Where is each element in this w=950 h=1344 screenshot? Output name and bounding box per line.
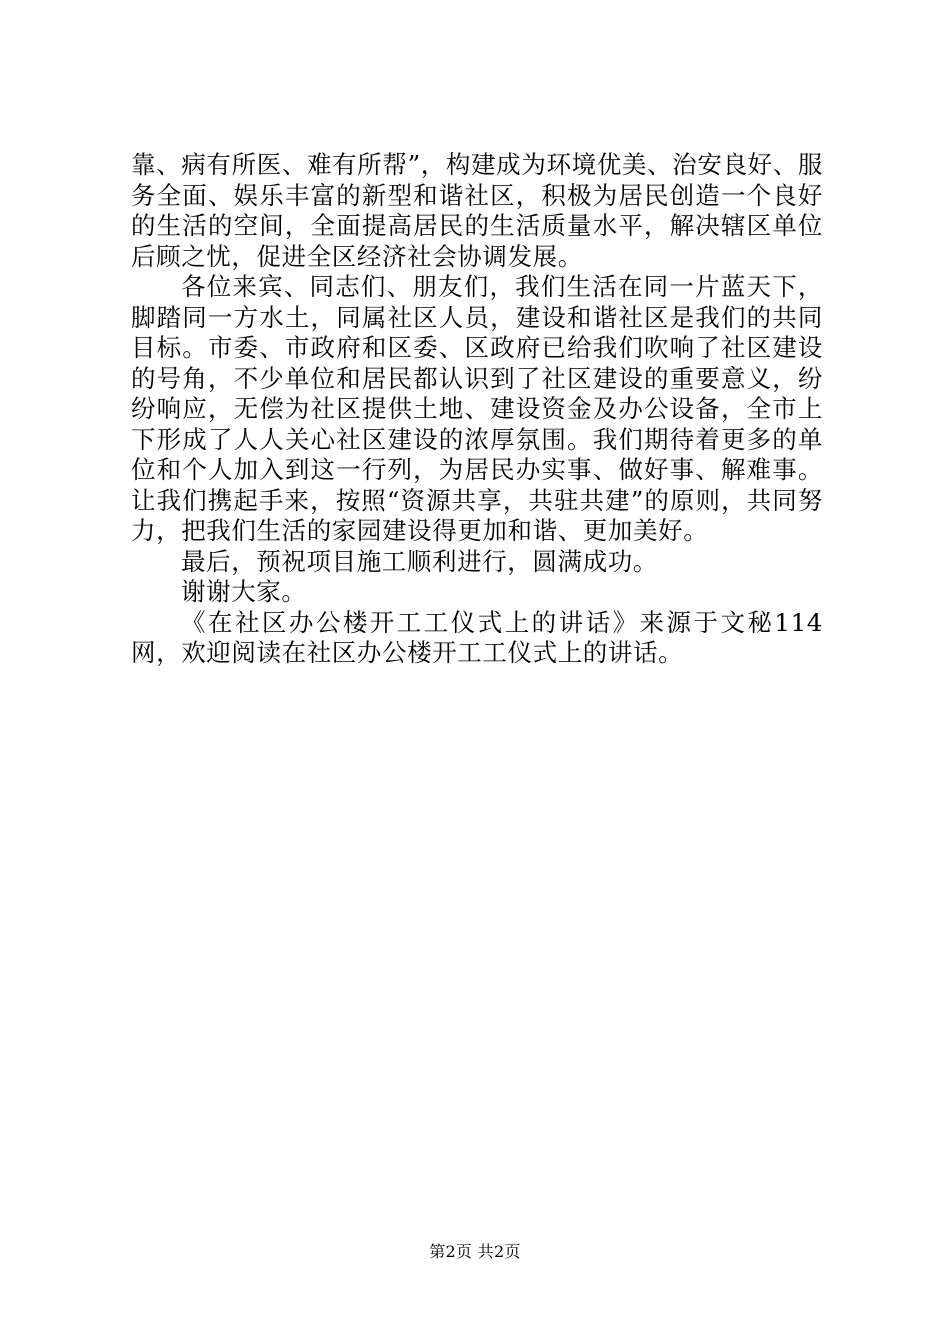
paragraph-appeal: 各位来宾、同志们、朋友们，我们生活在同一片蓝天下，脚踏同一方水土，同属社区人员，建设和谐社区是我们的共同目标。市委、市政府和区委、区政府已给我们吹响了社区建设的号角，不少单位和居民都认识到了社区建设的重要意义，纷纷响应，无偿为社区提供土地、建设资金及办公设备，全市上下形成了人人关心社区建设的浓厚氛围。我们期待着更多的单位和个人加入到这一行列，为居民办实事、做好事、解难事。让我们携起手来，按照“资源共享，共驻共建”的原则，共同努力，把我们生活的家园建设得更加和谐、更加美好。	[131, 272, 823, 545]
document-body	[131, 150, 823, 669]
paragraph-thanks: 谢谢大家。	[181, 577, 307, 606]
paragraph-continuation: 靠、病有所医、难有所帮”，构建成为环境优美、治安良好、服务全面、娱乐丰富的新型和谐社区，积极为居民创造一个良好的生活的空间，全面提高居民的生活质量水平，解决辖区单位后顾之忧，促进全区经济社会协调发展。	[131, 150, 823, 271]
paragraph-wishes: 最后，预祝项目施工顺利进行，圆满成功。	[181, 546, 658, 576]
paragraph-source: 《在社区办公楼开工工仪式上的讲话》来源于文秘114网，欢迎阅读在社区办公楼开工工仪式上的讲话。	[131, 607, 823, 667]
page-number-footer: 第2页 共2页	[429, 1242, 521, 1261]
